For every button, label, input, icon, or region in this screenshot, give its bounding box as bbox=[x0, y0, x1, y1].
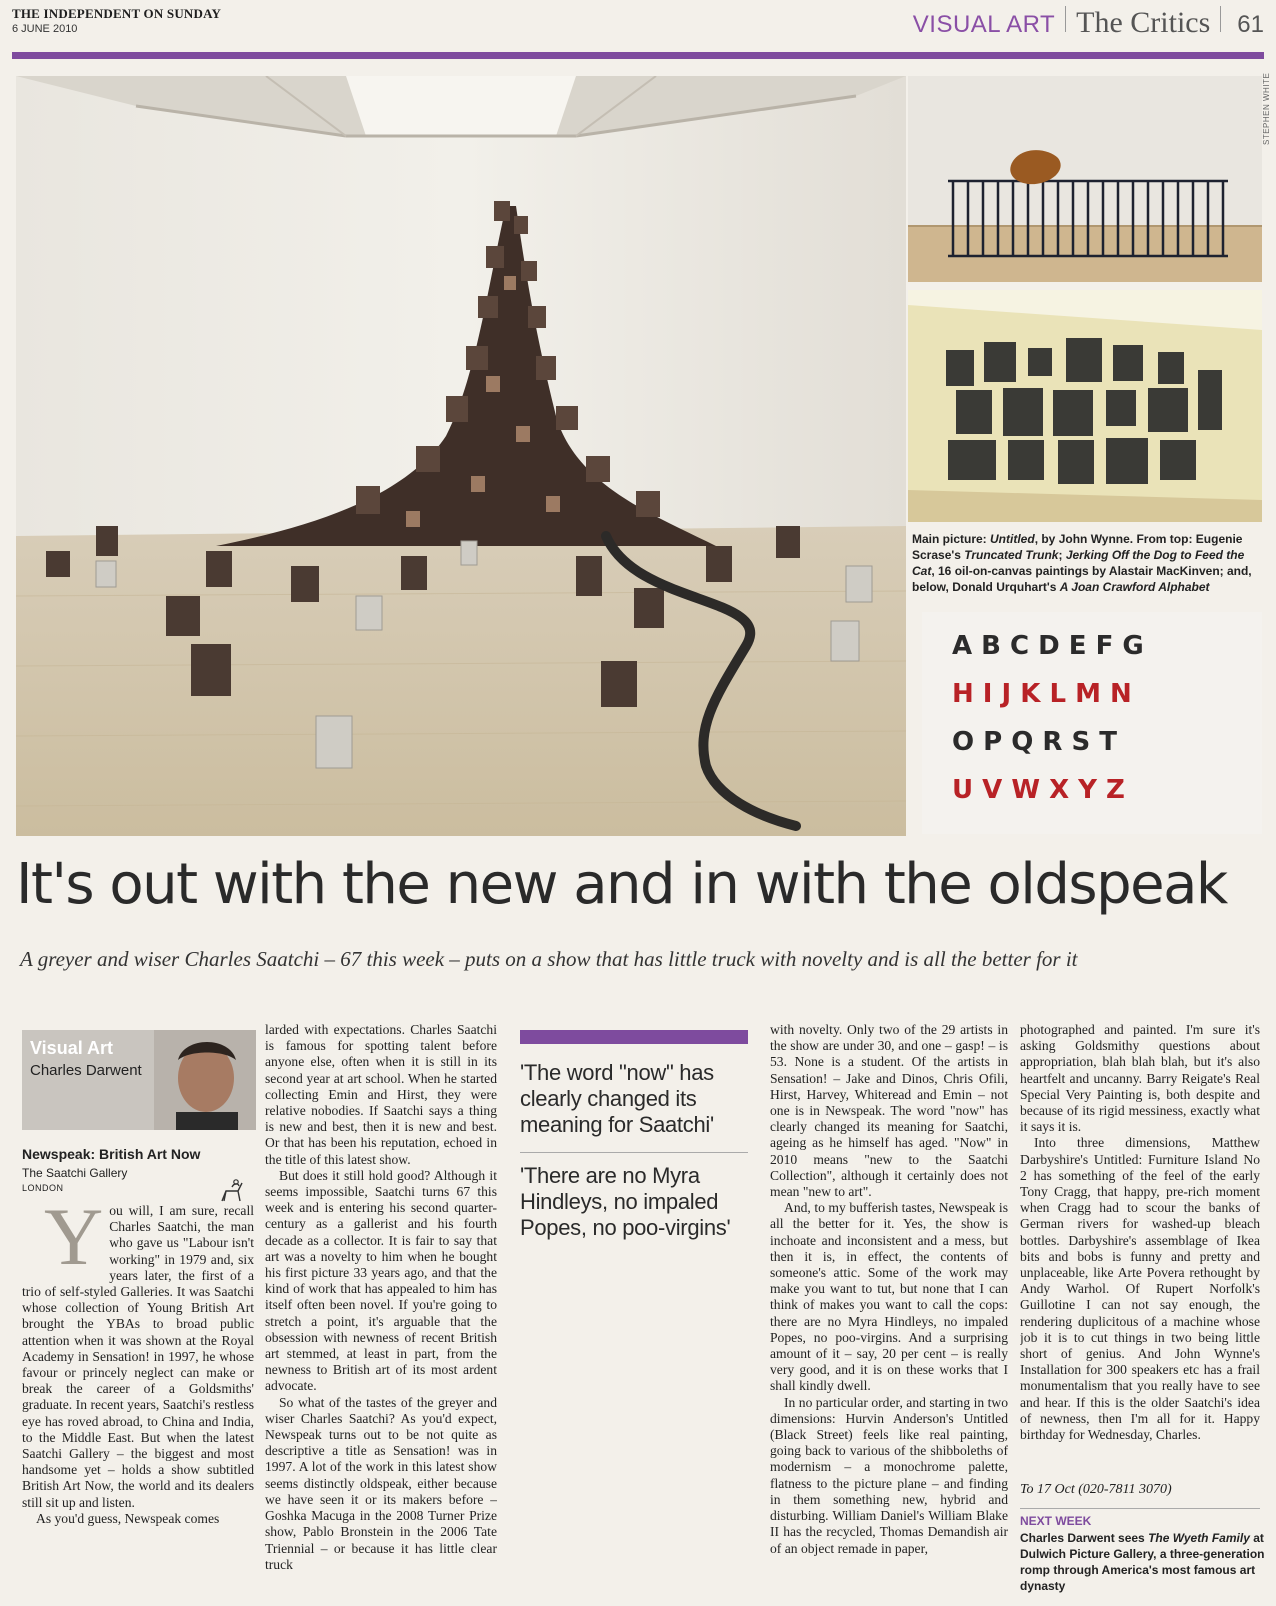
fence-sculpture-image bbox=[908, 76, 1262, 282]
alphabet-row-4: U V W X Y Z bbox=[952, 775, 1125, 805]
alphabet-artwork-image bbox=[922, 612, 1262, 834]
alphabet-row-3: O P Q R S T bbox=[952, 727, 1118, 757]
caption-title: A Joan Crawford Alphabet bbox=[1059, 580, 1210, 594]
exhibition-venue: The Saatchi Gallery bbox=[22, 1166, 128, 1180]
exhibition-dates: To 17 Oct (020-7811 3070) bbox=[1020, 1482, 1172, 1497]
masthead-left bbox=[12, 6, 221, 35]
byline-box bbox=[22, 1030, 256, 1130]
article-paragraph: larded with expectations. Charles Saatchi is famous for spotting talent before anyone else, often when it is still in its second year at art school. When he started collecting Emin and Hirst, they were relative nobodies. If Saatchi says a thing is new and best, then it is new and best. Or that has been his reputation, echoed in the title of this latest show. bbox=[265, 1022, 497, 1167]
exhibition-title: Newspeak: British Art Now bbox=[22, 1146, 201, 1162]
masthead-right bbox=[913, 6, 1264, 40]
caption-text: , by John Wynne. From top: Eugenie Scrase's bbox=[912, 532, 1243, 562]
article-paragraph: In no particular order, and starting in two dimensions: Hurvin Anderson's Untitled (Black Street) feels like real painting, going back to various of the shibboleths of modernism – a monochrome palette, flatness to the picture plane – and finding in them something new, hybrid and disturbing. William Daniel's William Blake II has the recycled, Thomas Demandish air of an object remade in paper, bbox=[770, 1394, 1008, 1556]
issue-date: 6 JUNE 2010 bbox=[12, 23, 78, 35]
photo-credit: STEPHEN WHITE bbox=[1262, 72, 1271, 145]
pull-quote-divider bbox=[520, 1152, 748, 1153]
photo-caption bbox=[912, 531, 1262, 595]
newspaper-name: THE INDEPENDENT ON SUNDAY bbox=[12, 6, 222, 21]
article-paragraph: But does it still hold good? Although it seems impossible, Saatchi turns 67 this week and is entering his second quarter-century as a gallerist and his fourth decade as a collector. It is fair to say that art was a novelty to him when he bought his first picture 33 years ago, and that the kind of work that has appealed to him has itself often been novel. If you're going to stretch a point, it's arguable that the obsession with newness of recent British art stemmed, at least in part, from the newness to British art of its most ardent advocate. bbox=[265, 1167, 497, 1394]
pull-quote-2: 'There are no Myra Hindleys, no impaled Popes, no poo-virgins' bbox=[520, 1163, 731, 1240]
photo-truncated-trunk bbox=[908, 76, 1262, 282]
main-photo-speaker-installation bbox=[16, 76, 906, 836]
caption-text: Main picture: bbox=[912, 532, 991, 546]
photo-joan-crawford-alphabet bbox=[922, 612, 1262, 834]
armchair-icon bbox=[218, 1177, 248, 1205]
article-paragraph: photographed and painted. I'm sure it's asking Goldsmithy questions about appropriation, blah blah blah, but it's also heartfelt and uncanny. Barry Reigate's Real Special Very Painting is, both despite and because of its rigid messiness, exactly what it says it is. bbox=[1020, 1022, 1260, 1135]
article-column-4 bbox=[770, 1022, 1008, 1600]
pull-quote-bar bbox=[520, 1030, 748, 1044]
next-week-exhibition: The Wyeth Family bbox=[1148, 1531, 1250, 1545]
gallery-paintings-image bbox=[908, 290, 1262, 522]
article-column-1 bbox=[22, 1203, 254, 1599]
next-week-divider bbox=[1020, 1508, 1260, 1509]
article-column-5 bbox=[1020, 1022, 1260, 1478]
masthead-divider-2 bbox=[1220, 6, 1221, 32]
article-paragraph: Into three dimensions, Matthew Darbyshire's Untitled: Furniture Island No 2 has something of the feel of the early Tony Cragg, that happy, pre-rich moment when Cragg had to scour the banks of German rivers for washed-up bleach bottles. Darbyshire's assemblage of Ikea bits and bobs is funny and pretty and unplaceable, like Arte Povera rethought by Andy Warhol. Of Rupert Norfolk's Guillotine I can not say enough, the rendering duplicitous of a machine whose job it is to cut things in two being little short of genius. And John Wynne's Installation for 300 speakers etc has a frail monumentalism that you really have to see and hear. If this is the older Saatchi's idea of newness, then I'm all for it. Happy birthday for Wednesday, Charles. bbox=[1020, 1135, 1260, 1443]
masthead-divider bbox=[1065, 6, 1066, 32]
article-paragraph: So what of the tastes of the greyer and wiser Charles Saatchi? As you'd expect, Newspeak turns out to be not quite as descriptive a title as Sensation! was in 1997. A lot of the work in this latest show seems distinctly oldspeak, either because we have seen it or its makers before – Goshka Macuga in the 2008 Turner Prize show, Pablo Bronstein in the 2006 Tate Triennial – or because it has little clear truck bbox=[265, 1394, 497, 1572]
byline-kicker: Visual Art bbox=[30, 1038, 114, 1058]
section-name: VISUAL ART bbox=[912, 11, 1056, 38]
alphabet-row-1: A B C D E F G bbox=[952, 631, 1144, 661]
caption-title: Untitled bbox=[990, 532, 1035, 546]
section-title: The Critics bbox=[1076, 6, 1211, 39]
page-number: 61 bbox=[1237, 11, 1264, 38]
caption-title: Jerking Off the Dog to Feed the Cat bbox=[912, 548, 1245, 578]
exhibition-city: LONDON bbox=[22, 1183, 64, 1193]
section-rule bbox=[12, 52, 1264, 59]
caption-text: , 16 oil-on-canvas paintings by Alastair MacKinven; and, below, Donald Urquhart's bbox=[912, 564, 1252, 594]
masthead bbox=[12, 6, 1264, 48]
pull-quote-1: 'The word "now" has clearly changed its meaning for Saatchi' bbox=[520, 1060, 714, 1137]
speaker-installation-image bbox=[16, 76, 906, 836]
article-paragraph: And, to my bufferish tastes, Newspeak is all the better for it. Yes, the show is inchoate and inconsistent and a mess, but then it is, in effect, the contents of someone's attic. Some of the work may make you want to tut, but none that I can think of makes you want to call the cops: there are no Myra Hindleys, no impaled Popes, no poo-virgins. And a surprising amount of it – say, 20 per cent – is really very good, and it is on these works that I shall kindly dwell. bbox=[770, 1200, 1008, 1394]
photo-mackinven-paintings bbox=[908, 290, 1262, 522]
next-week-text-part: Charles Darwent sees bbox=[1020, 1531, 1149, 1545]
article-paragraph: As you'd guess, Newspeak comes bbox=[36, 1510, 220, 1526]
pull-quotes bbox=[520, 1030, 748, 1241]
article-paragraph: with novelty. Only two of the 29 artists in the show are under 30, and one – gasp! – is 53. None is a student. Of the artists in Sensation! – Jake and Dinos, Chris Ofili, Hirst, Harvey, Whiteread and Emin – not one is in Newspeak. The word "now" has clearly changed its meaning for Saatchi, ageing as he himself has aged. "Now" in 2010 means "new to the Saatchi Collection", although it certainly does not mean "new to art". bbox=[770, 1022, 1008, 1200]
author-portrait bbox=[154, 1030, 256, 1130]
caption-text: ; bbox=[1058, 548, 1066, 562]
drop-cap: Y bbox=[44, 1203, 104, 1282]
next-week-text bbox=[1020, 1530, 1270, 1594]
byline-author: Charles Darwent bbox=[30, 1062, 142, 1079]
caption-title: Truncated Trunk bbox=[964, 548, 1059, 562]
next-week-label: NEXT WEEK bbox=[1020, 1514, 1092, 1528]
standfirst: A greyer and wiser Charles Saatchi – 67 this week – puts on a show that has little truck with novelty and is all the better for it bbox=[20, 947, 1078, 971]
headline: It's out with the new and in with the oldspeak bbox=[16, 852, 1227, 917]
article-paragraph: ou will, I am sure, recall Charles Saatchi, the man who gave us "Labour isn't working" in 1979 and, six years later, the first of a trio of self-styled Galleries. It was Saatchi whose collection of Young British Art brought the YBAs to broad public attention when it was shown at the Royal Academy in Sensation! in 1997, he whose favour or princely neglect can make or break the career of a Goldsmiths' graduate. In recent years, Saatchi's restless eye has roved abroad, to China and India, to the Middle East. But when the latest Saatchi Gallery – the biggest and most handsome yet – holds a show subtitled British Art Now, the world and its dealers still sit up and listen. bbox=[22, 1203, 254, 1510]
next-week-text-part: at Dulwich Picture Gallery, a three-generation romp through America's most famous art dynasty bbox=[1020, 1531, 1265, 1593]
alphabet-row-2: H I J K L M N bbox=[952, 679, 1132, 709]
article-column-2 bbox=[265, 1022, 497, 1600]
